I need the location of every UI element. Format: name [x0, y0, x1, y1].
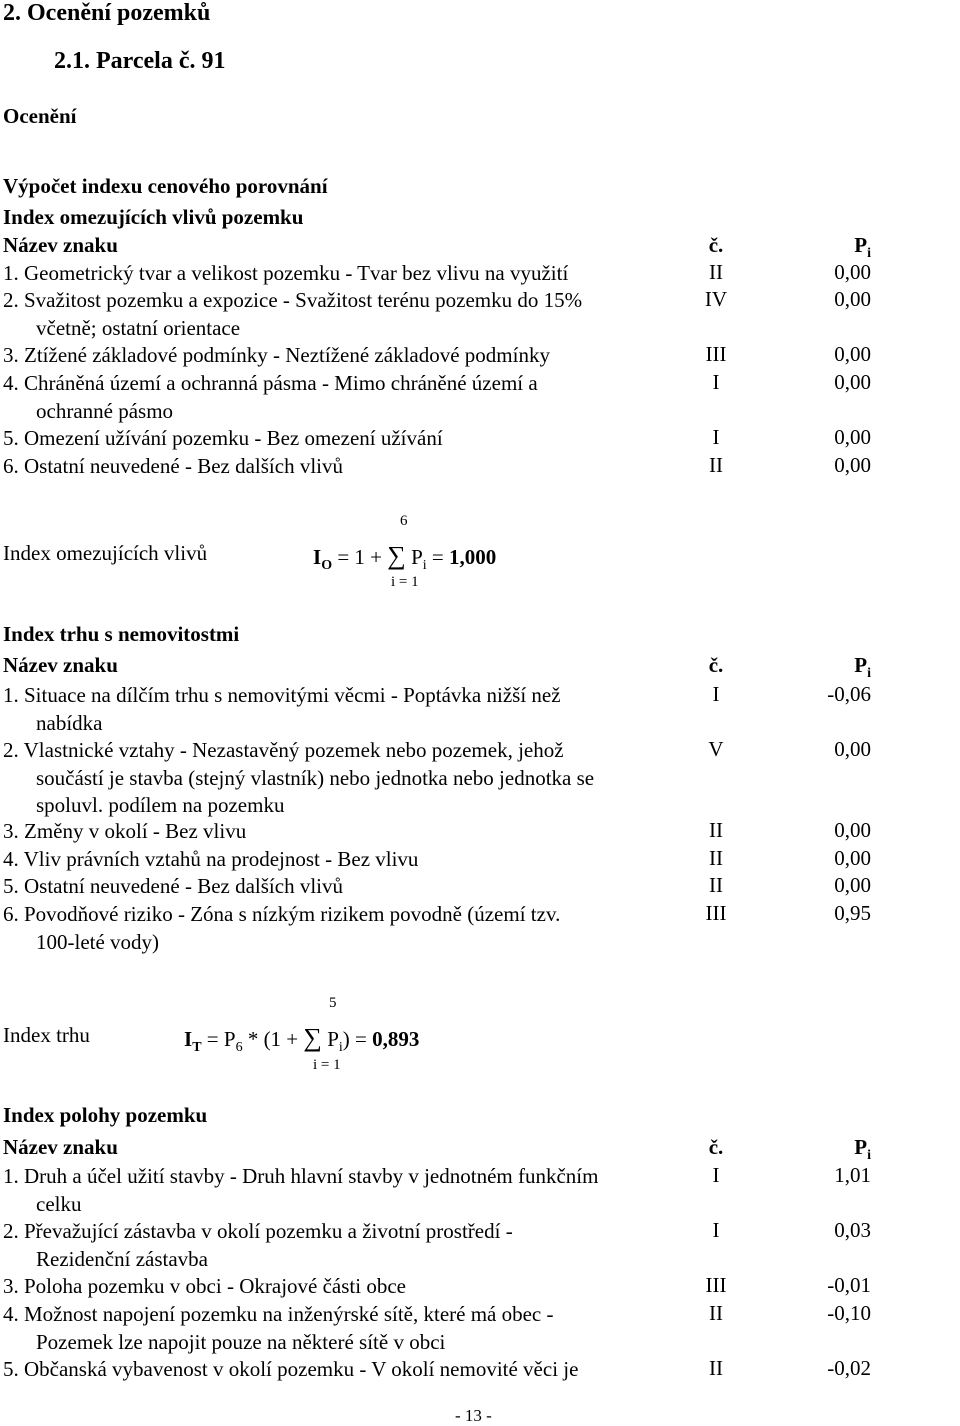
row-code: II — [709, 1301, 723, 1325]
row-text — [3, 425, 673, 453]
heading-oceneni: Ocenění — [3, 104, 77, 128]
section2-title: Index trhu s nemovitostmi — [3, 622, 240, 646]
row-line: 1. Druh a účel užití stavby - Druh hlavní stavby v jednotném funkčním — [3, 1164, 599, 1188]
row-line: 5. Ostatní neuvedené - Bez dalších vlivů — [3, 874, 343, 898]
formula2-expression: $I_T = P_6 * (1$ + ∑ $P_i) = 0,893$ — [184, 1023, 420, 1055]
formula1-expression: $I_O = 1$ + ∑ $P_i = 1,000$ — [313, 541, 497, 573]
section1-title: Index omezujících vlivů pozemku — [3, 205, 304, 229]
sigma-symbol: ∑ — [387, 541, 406, 570]
row-value: 0,00 — [834, 737, 871, 761]
row-value: -0,01 — [827, 1273, 871, 1297]
section2-header — [3, 653, 953, 680]
row-value: 0,00 — [834, 425, 871, 449]
row-line: ochranné pásmo — [36, 398, 174, 423]
row-code: II — [709, 873, 723, 897]
row-value: 1,01 — [834, 1163, 871, 1187]
row-value: 0,00 — [834, 818, 871, 842]
row-line: 2. Svažitost pozemku a expozice - Svažitost terénu pozemku do 15% — [3, 288, 583, 312]
header-p: $P_i$ — [854, 1135, 871, 1163]
row-value: 0,00 — [834, 370, 871, 394]
heading-parcel: 2.1. Parcela č. 91 — [54, 48, 226, 74]
row-code: II — [709, 1356, 723, 1380]
row-line: nabídka — [36, 710, 103, 735]
row-code: I — [712, 682, 720, 706]
row-code: II — [709, 818, 723, 842]
row-value: 0,00 — [834, 453, 871, 477]
row-text — [3, 1218, 673, 1273]
row-value: 0,00 — [834, 873, 871, 897]
row-line: 1. Situace na dílčím trhu s nemovitými věcmi - Poptávka nižší než — [3, 683, 561, 707]
header-c: č. — [708, 653, 724, 677]
row-line: 4. Chráněná území a ochranná pásma - Mimo chráněné území a — [3, 371, 538, 395]
row-value: 0,00 — [834, 287, 871, 311]
row-line: 2. Převažující zástavba v okolí pozemku a životní prostředí - — [3, 1219, 513, 1243]
row-text — [3, 287, 673, 342]
section1-header — [3, 233, 953, 260]
formula1-lower: i = 1 — [391, 574, 419, 590]
row-line: Rezidenční zástavba — [36, 1246, 208, 1271]
row-text — [3, 260, 673, 288]
row-text — [3, 453, 673, 481]
header-c: č. — [708, 233, 724, 257]
row-line: 3. Ztížené základové podmínky - Neztížené základové podmínky — [3, 343, 550, 367]
header-name: Název znaku — [3, 1135, 118, 1159]
row-text — [3, 1163, 673, 1218]
section3-title: Index polohy pozemku — [3, 1103, 208, 1127]
row-text — [3, 1301, 673, 1356]
row-value: 0,03 — [834, 1218, 871, 1242]
row-code: II — [709, 453, 723, 477]
row-line: 4. Možnost napojení pozemku na inženýrské sítě, které má obec - — [3, 1302, 554, 1326]
row-text — [3, 846, 673, 874]
row-line: spoluvl. podílem na pozemku — [36, 793, 285, 817]
row-line: 3. Změny v okolí - Bez vlivu — [3, 819, 247, 843]
row-text — [3, 737, 673, 820]
row-text — [3, 873, 673, 901]
row-code: I — [712, 370, 720, 394]
row-value: -0,10 — [827, 1301, 871, 1325]
row-line: 100-leté vody) — [36, 929, 160, 954]
row-line: 5. Občanská vybavenost v okolí pozemku - V okolí nemovité věci je — [3, 1357, 579, 1381]
row-code: II — [709, 260, 723, 284]
title-calculation: Výpočet indexu cenového porovnání — [3, 174, 328, 198]
header-c: č. — [708, 1135, 724, 1159]
row-value: 0,00 — [834, 260, 871, 284]
formula2-upper: 5 — [329, 995, 337, 1011]
row-line: 2. Vlastnické vztahy - Nezastavěný pozemek nebo pozemek, jehož — [3, 738, 564, 762]
row-line: 6. Povodňové riziko - Zóna s nízkým rizikem povodně (území tzv. — [3, 902, 561, 926]
row-code: III — [705, 901, 727, 925]
row-code: III — [705, 342, 727, 366]
row-code: II — [709, 846, 723, 870]
row-text — [3, 1273, 673, 1301]
sigma-symbol: ∑ — [303, 1023, 322, 1052]
row-line: 1. Geometrický tvar a velikost pozemku - Tvar bez vlivu na využití — [3, 261, 569, 285]
row-line: Pozemek lze napojit pouze na některé sítě v obci — [36, 1329, 446, 1354]
row-text — [3, 342, 673, 370]
formula1-upper: 6 — [400, 513, 408, 529]
page-number: - 13 - — [455, 1406, 492, 1425]
row-line: 5. Omezení užívání pozemku - Bez omezení užívání — [3, 426, 443, 450]
row-code: III — [705, 1273, 727, 1297]
row-value: -0,02 — [827, 1356, 871, 1380]
row-line: včetně; ostatní orientace — [36, 315, 241, 340]
row-line: 4. Vliv právních vztahů na prodejnost - Bez vlivu — [3, 847, 419, 871]
row-text — [3, 818, 673, 846]
formula2-label: Index trhu — [3, 1023, 90, 1047]
header-p: $P_i$ — [854, 233, 871, 261]
row-line: součástí je stavba (stejný vlastník) nebo jednotka nebo jednotka se — [36, 765, 595, 790]
row-code: I — [712, 1218, 720, 1242]
row-text — [3, 1356, 673, 1384]
heading-main: 2. Ocenění pozemků — [3, 0, 211, 26]
row-value: 0,00 — [834, 846, 871, 870]
row-code: I — [712, 1163, 720, 1187]
header-name: Název znaku — [3, 653, 118, 677]
row-line: 6. Ostatní neuvedené - Bez dalších vlivů — [3, 454, 343, 478]
section3-header — [3, 1135, 953, 1162]
row-line: celku — [36, 1191, 82, 1216]
row-code: V — [708, 737, 724, 761]
row-text — [3, 682, 673, 737]
formula2-lower: i = 1 — [313, 1057, 341, 1073]
row-text — [3, 901, 673, 956]
row-code: I — [712, 425, 720, 449]
row-value: 0,95 — [834, 901, 871, 925]
header-p: $P_i$ — [854, 653, 871, 681]
header-name: Název znaku — [3, 233, 118, 257]
formula1-label: Index omezujících vlivů — [3, 541, 208, 565]
row-value: -0,06 — [827, 682, 871, 706]
row-line: 3. Poloha pozemku v obci - Okrajové části obce — [3, 1274, 406, 1298]
row-code: IV — [704, 287, 728, 311]
row-value: 0,00 — [834, 342, 871, 366]
row-text — [3, 370, 673, 425]
